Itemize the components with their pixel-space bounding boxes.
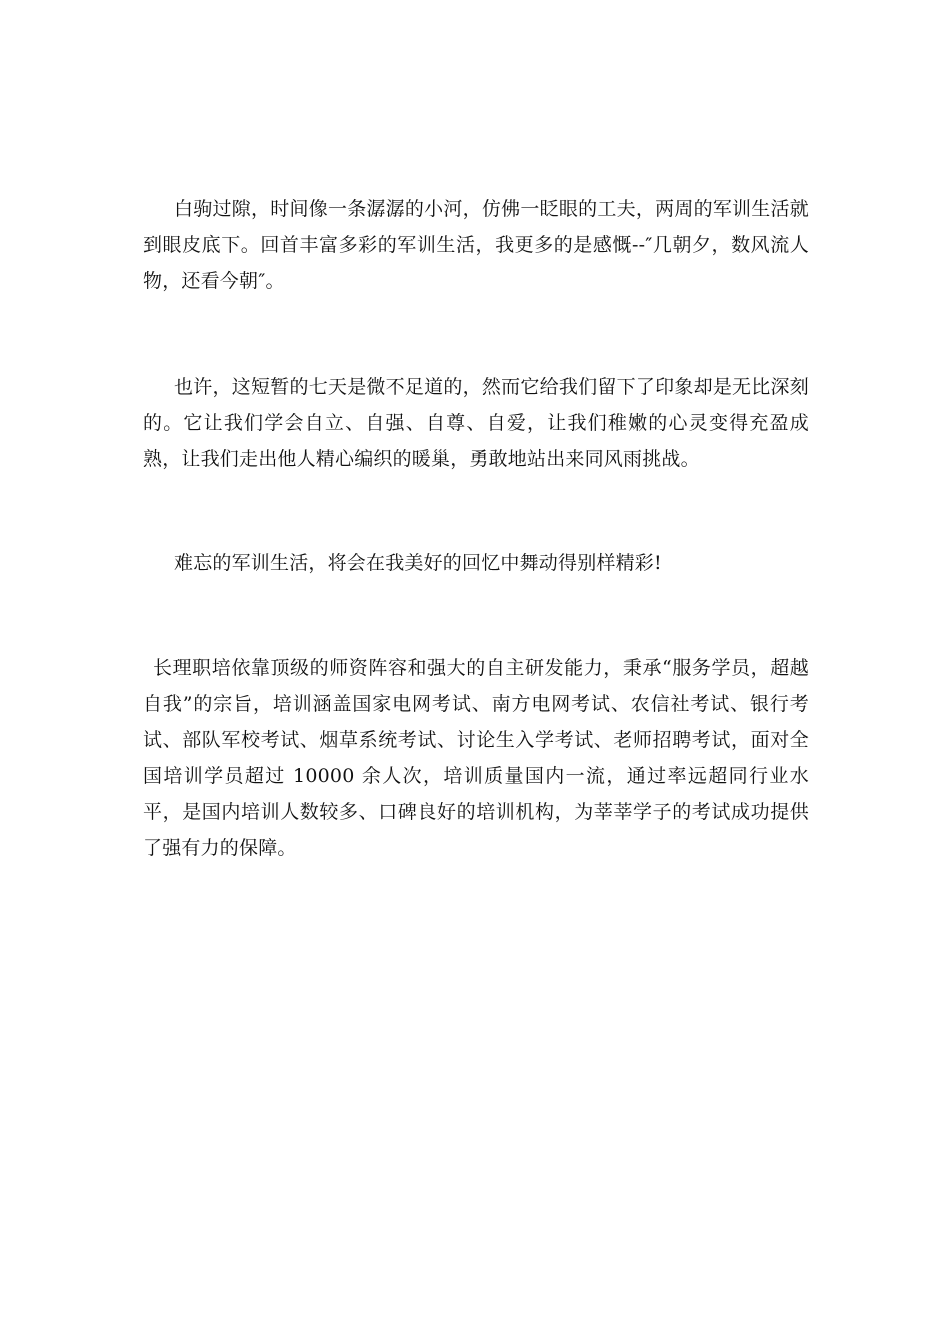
- paragraph-training-institution: 长理职培依靠顶级的师资阵容和强大的自主研发能力，秉承“服务学员，超越自我”的宗旨，培训涵盖国家电网考试、南方电网考试、农信社考试、银行考试、部队军校考试、烟草系统考试、讨论生入学考试、老师招聘考试，面对全国培训学员超过 10000 余人次，培训质量国内一流，通过率远超同行业水平，是国内培训人数较多、口碑良好的培训机构，为莘莘学子的考试成功提供了强有力的保障。: [143, 657, 809, 859]
- paragraph-military-training-memory: 白驹过隙，时间像一条潺潺的小河，仿佛一眨眼的工夫，两周的军训生活就到眼皮底下。回首丰富多彩的军训生活，我更多的是感慨--″几朝夕，数风流人物，还看今朝″。: [143, 198, 809, 292]
- paragraph-seven-days-reflection: 也许，这短暂的七天是微不足道的，然而它给我们留下了印象却是无比深刻的。它让我们学会自立、自强、自尊、自爱，让我们稚嫩的心灵变得充盈成熟，让我们走出他人精心编织的暖巢，勇敢地站出来同风雨挑战。: [143, 376, 809, 470]
- paragraph-memorable-life: 难忘的军训生活，将会在我美好的回忆中舞动得别样精彩!: [174, 552, 662, 574]
